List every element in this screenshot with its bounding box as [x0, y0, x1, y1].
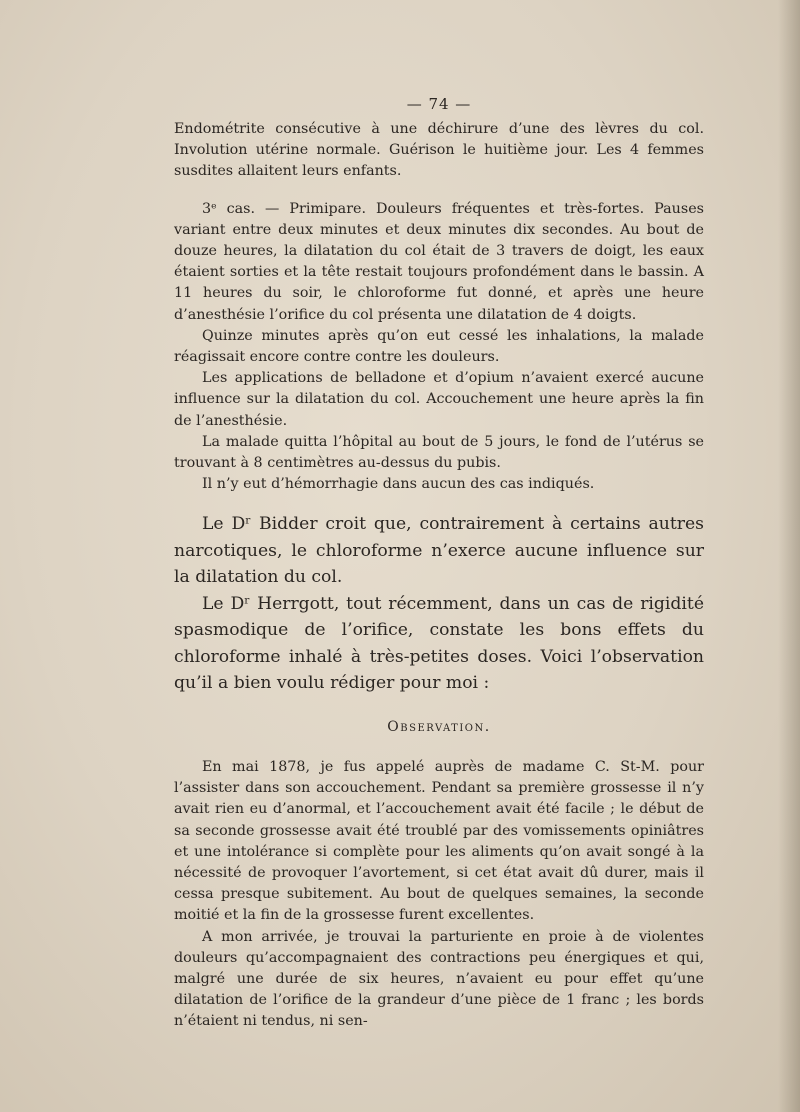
spacer — [174, 697, 704, 719]
case-3-paragraph-2: Quinze minutes après qu’on eut cessé les inhalations, la malade réagissait encore contre contre les douleurs. — [174, 327, 704, 366]
spacer — [174, 735, 704, 757]
spacer — [174, 495, 704, 511]
bidder-paragraph: Le Dʳ Bidder croit que, contrairement à certains autres narcotiques, le chloroforme n’exerce aucune influence sur la dilatation du col. — [174, 514, 704, 588]
case-3-paragraph-4: La malade quitta l’hôpital au bout de 5 jours, le fond de l’utérus se trouvant à 8 centimètres au-dessus du pubis. — [174, 433, 704, 472]
text-block — [174, 95, 704, 1033]
page-number: — 74 — — [406, 95, 472, 113]
herrgott-paragraph: Le Dʳ Herrgott, tout récemment, dans un cas de rigidité spasmodique de l’orifice, constate les bons effets du chloroforme inhalé à très-petites doses. Voici l’observation qu’il a bien voulu rédiger pour moi : — [174, 593, 704, 694]
page-edge-shadow — [778, 0, 800, 1112]
case-3-paragraph-1: 3ᵉ cas. — Primipare. Douleurs fréquentes et très-fortes. Pauses variant entre deux minutes et deux minutes dix secondes. Au bout de douze heures, la dilatation du col était de 3 travers de doigt, les eaux étaient sorties et la tête restait toujours profondément dans le bassin. A 11 heures du soir, le chloroforme fut donné, et après une heure d’anesthésie l’orifice du col présenta une dilatation de 4 doigts. — [174, 200, 704, 323]
observation-heading: Observation. — [387, 718, 491, 735]
paragraph-opening: Endométrite consécutive à une déchirure d’une des lèvres du col. Involution utérine normale. Guérison le huitième jour. Les 4 femmes susdites allaitent leurs enfants. — [174, 121, 704, 180]
observation-paragraph-1: En mai 1878, je fus appelé auprès de madame C. St-M. pour l’assister dans son accouchement. Pendant sa première grossesse il n’y avait rien eu d’anormal, et l’accouchement avait été facile ; le début de sa seconde grossesse avait été troublé par des vomissements opiniâtres et une intolérance si complète pour les aliments qu’on avait songé à la nécessité de provoquer l’avortement, si cet état avait dû durer, mais il cessa presque subitement. Au bout de quelques semaines, la seconde moitié et la fin de la grossesse furent excellentes. — [174, 758, 704, 924]
case-3-paragraph-5: Il n’y eut d’hémorrhagie dans aucun des cas indiqués. — [202, 476, 595, 493]
spacer — [174, 183, 704, 199]
case-3-paragraph-3: Les applications de belladone et d’opium n’avaient exercé aucune influence sur la dilatation du col. Accouchement une heure après la fin de l’anesthésie. — [174, 370, 704, 429]
observation-paragraph-2: A mon arrivée, je trouvai la parturiente en proie à de violentes douleurs qu’accompagnaient des contractions peu énergiques et qui, malgré une durée de six heures, n’avaient eu pour effet qu’une dilatation de l’orifice de la grandeur d’une pièce de 1 franc ; les bords n’étaient ni tendus, ni sen- — [174, 928, 704, 1030]
